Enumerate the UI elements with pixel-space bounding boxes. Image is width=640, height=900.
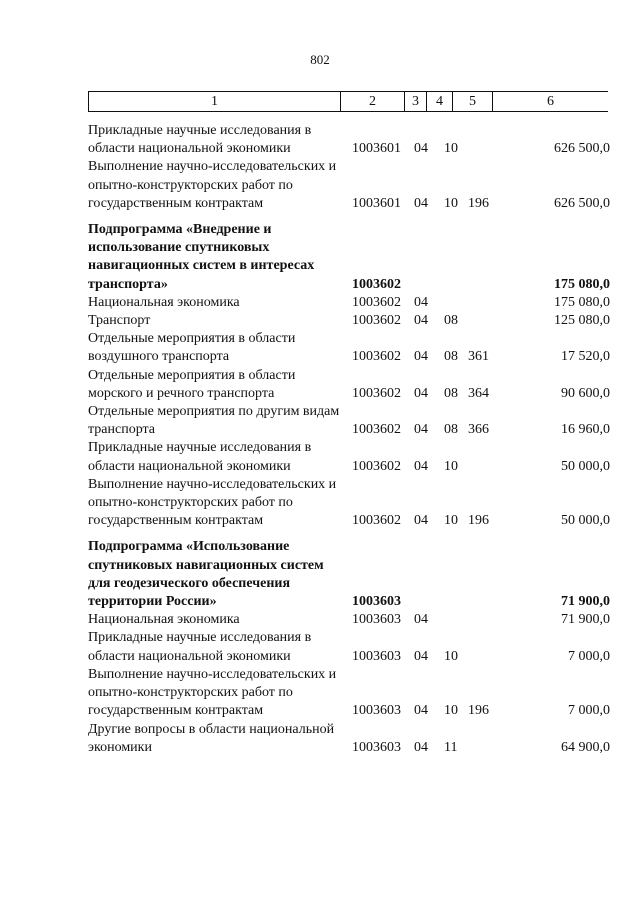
row-code: 1003602 <box>352 385 401 401</box>
table-row <box>88 403 612 439</box>
row-subsection: 10 <box>444 703 458 719</box>
row-section: 04 <box>414 195 428 211</box>
row-subsection: 10 <box>444 458 458 474</box>
row-name: Отдельные мероприятия в области воздушного транспорта <box>88 331 296 365</box>
row-name: Отдельные мероприятия по другим видам транспорта <box>88 404 340 438</box>
row-amount: 175 080,0 <box>554 276 610 292</box>
row-expense-type: 196 <box>468 703 489 719</box>
row-code: 1003603 <box>352 648 401 664</box>
table-row <box>88 330 612 366</box>
row-section: 04 <box>414 313 428 329</box>
table-row <box>88 158 612 213</box>
row-code: 1003602 <box>352 513 401 529</box>
row-code: 1003602 <box>352 313 401 329</box>
row-amount: 7 000,0 <box>568 703 610 719</box>
page-number: 802 <box>310 52 330 67</box>
row-amount: 125 080,0 <box>554 313 610 329</box>
table-row <box>88 611 612 629</box>
table-row <box>88 666 612 721</box>
row-amount: 64 900,0 <box>561 739 610 755</box>
row-section: 04 <box>414 141 428 157</box>
row-name: Национальная экономика <box>88 294 240 310</box>
row-name: Прикладные научные исследования в области национальной экономики <box>88 123 312 157</box>
row-code: 1003602 <box>352 276 401 292</box>
row-amount: 626 500,0 <box>554 141 610 157</box>
header-col-2: 2 <box>340 92 404 111</box>
row-expense-type: 364 <box>468 385 489 401</box>
row-expense-type: 361 <box>468 349 489 365</box>
row-code: 1003603 <box>352 612 401 628</box>
row-name: Прикладные научные исследования в области национальной экономики <box>88 630 312 664</box>
row-expense-type: 196 <box>468 513 489 529</box>
row-section: 04 <box>414 458 428 474</box>
table-row <box>88 476 612 531</box>
subprogram-row <box>88 538 612 611</box>
header-col-5: 5 <box>452 92 492 111</box>
row-name: Подпрограмма «Использование спутниковых навигационных систем для геодезического обеспечения территории России» <box>88 539 324 610</box>
row-expense-type: 196 <box>468 195 489 211</box>
header-col-1: 1 <box>88 92 340 111</box>
table-header <box>88 91 608 112</box>
row-code: 1003602 <box>352 458 401 474</box>
table-row <box>88 629 612 665</box>
row-section: 04 <box>414 703 428 719</box>
row-amount: 16 960,0 <box>561 422 610 438</box>
row-code: 1003601 <box>352 195 401 211</box>
row-code: 1003602 <box>352 294 401 310</box>
row-amount: 17 520,0 <box>561 349 610 365</box>
row-name: Подпрограмма «Внедрение и использование спутниковых навигационных систем в интересах транспорта» <box>88 222 315 292</box>
row-section: 04 <box>414 739 428 755</box>
row-name: Транспорт <box>88 313 151 329</box>
row-section: 04 <box>414 294 428 310</box>
row-subsection: 08 <box>444 313 458 329</box>
row-name: Другие вопросы в области национальной экономики <box>88 721 335 755</box>
row-code: 1003603 <box>352 739 401 755</box>
table-row <box>88 367 612 403</box>
table-row <box>88 312 612 330</box>
row-section: 04 <box>414 385 428 401</box>
row-name: Отдельные мероприятия в области морского и речного транспорта <box>88 367 296 401</box>
row-subsection: 08 <box>444 349 458 365</box>
row-name: Выполнение научно-исследовательских и опытно-конструкторских работ по государственным контрактам <box>88 159 337 211</box>
row-subsection: 10 <box>444 141 458 157</box>
row-subsection: 10 <box>444 513 458 529</box>
header-col-3: 3 <box>404 92 426 111</box>
row-amount: 71 900,0 <box>561 594 610 610</box>
row-section: 04 <box>414 513 428 529</box>
table-row <box>88 439 612 475</box>
row-amount: 7 000,0 <box>568 648 610 664</box>
row-code: 1003603 <box>352 703 401 719</box>
row-subsection: 10 <box>444 648 458 664</box>
row-name: Национальная экономика <box>88 612 240 628</box>
row-code: 1003603 <box>352 594 401 610</box>
row-section: 04 <box>414 422 428 438</box>
subprogram-row <box>88 221 612 294</box>
row-name: Прикладные научные исследования в области национальной экономики <box>88 440 312 474</box>
table-row <box>88 294 612 312</box>
table-row <box>88 122 612 158</box>
table-body <box>88 122 612 757</box>
row-amount: 626 500,0 <box>554 195 610 211</box>
row-amount: 71 900,0 <box>561 612 610 628</box>
row-subsection: 10 <box>444 195 458 211</box>
row-section: 04 <box>414 349 428 365</box>
header-col-6: 6 <box>492 92 608 111</box>
row-subsection: 11 <box>444 739 458 755</box>
row-section: 04 <box>414 648 428 664</box>
row-name: Выполнение научно-исследовательских и опытно-конструкторских работ по государственным контрактам <box>88 666 337 719</box>
row-name: Выполнение научно-исследовательских и опытно-конструкторских работ по государственным контрактам <box>88 476 337 529</box>
row-subsection: 08 <box>444 385 458 401</box>
table-row <box>88 721 612 757</box>
row-amount: 90 600,0 <box>561 385 610 401</box>
row-code: 1003602 <box>352 349 401 365</box>
row-expense-type: 366 <box>468 422 489 438</box>
row-section: 04 <box>414 612 428 628</box>
header-col-4: 4 <box>426 92 452 111</box>
row-code: 1003602 <box>352 422 401 438</box>
row-code: 1003601 <box>352 141 401 157</box>
row-amount: 175 080,0 <box>554 294 610 310</box>
row-amount: 50 000,0 <box>561 513 610 529</box>
row-amount: 50 000,0 <box>561 458 610 474</box>
row-subsection: 08 <box>444 422 458 438</box>
